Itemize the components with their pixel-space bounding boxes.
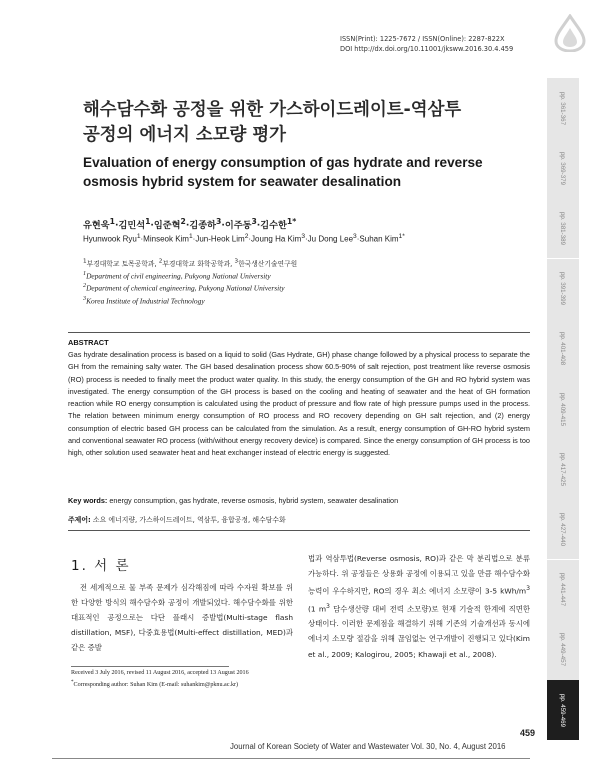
sidebar-tab-2[interactable] xyxy=(547,138,579,198)
affiliations-korean xyxy=(83,258,297,268)
footnote-sup: * xyxy=(71,679,74,685)
intro-paragraph-right xyxy=(308,551,530,662)
sidebar-tab-6[interactable] xyxy=(547,379,579,439)
author-name: ·Ju Dong Lee xyxy=(305,234,354,244)
author-sup: 1* xyxy=(398,233,405,240)
aff-text: Department of chemical engineering, Pukyong National University xyxy=(86,283,285,293)
sidebar-tab-label: pp. 409-415 xyxy=(559,392,567,426)
sidebar-tab-4[interactable] xyxy=(547,259,579,319)
keywords-korean xyxy=(68,514,530,524)
author-name: ·이주동 xyxy=(221,220,252,232)
footnote-rule xyxy=(71,666,229,667)
authors-korean xyxy=(83,217,296,231)
affiliation-2 xyxy=(83,281,285,293)
sidebar-tab-label: pp. 441-447 xyxy=(559,573,567,607)
page-range-sidebar xyxy=(547,78,579,740)
author-name: ·Joung Ha Kim xyxy=(248,234,302,244)
author-name: ·Minseok Kim xyxy=(140,234,189,244)
author-sup: 3 xyxy=(353,233,357,240)
sidebar-tab-label: pp. 361-367 xyxy=(559,91,567,125)
author-sup: 3 xyxy=(251,217,257,226)
title-english xyxy=(83,153,543,191)
title-korean-line2: 공정의 에너지 소모량 평가 xyxy=(83,125,286,145)
sidebar-tab-label: pp. 459-469 xyxy=(559,693,567,727)
author-sup: 1 xyxy=(145,217,151,226)
sidebar-tab-9[interactable] xyxy=(547,560,579,620)
aff-sup: 3 xyxy=(234,258,239,265)
title-english-line2: osmosis hybrid system for seawater desalination xyxy=(83,174,402,189)
footer-rule xyxy=(52,758,530,759)
title-korean-line1: 해수담수화 공정을 위한 가스하이드레이트-역삼투 xyxy=(83,100,462,120)
journal-info: Journal of Korean Society of Water and Wastewater Vol. 30, No. 4, August 2016 xyxy=(230,742,506,751)
keywords-label-ko: 주제어: xyxy=(68,516,91,524)
author-name: Hyunwook Ryu xyxy=(83,234,137,244)
aff-sup: 3 xyxy=(83,295,87,302)
sidebar-tab-3[interactable] xyxy=(547,198,579,258)
affiliations-english xyxy=(83,269,285,306)
author-sup: 2 xyxy=(180,217,186,226)
author-sup: 1* xyxy=(286,217,297,226)
abstract-heading: ABSTRACT xyxy=(68,338,109,347)
author-sup: 3 xyxy=(301,233,306,240)
aff-text: 부경대학교 화학공학과, xyxy=(162,260,235,268)
aff-sup: 1 xyxy=(83,271,87,277)
superscript: 3 xyxy=(326,602,330,610)
author-sup: 1 xyxy=(109,217,115,226)
author-name: ·김민석 xyxy=(114,220,146,232)
keywords-value-ko: 소요 에너지량, 가스하이드레이트, 역삼투, 융합공정, 해수담수화 xyxy=(90,516,286,524)
author-sup: 1 xyxy=(188,233,193,240)
authors-english xyxy=(83,233,405,244)
aff-sup: 1 xyxy=(83,258,87,265)
keywords-value: energy consumption, gas hydrate, reverse osmosis, hybrid system, seawater desalination xyxy=(107,496,399,505)
aff-sup: 2 xyxy=(83,283,87,290)
abstract-top-rule xyxy=(68,332,530,333)
author-name: ·임준혁 xyxy=(150,220,181,232)
author-name: ·Suhan Kim xyxy=(356,234,399,244)
author-sup: 3 xyxy=(216,217,222,226)
text-run: 법과 역삼투법(Reverse osmosis, RO)과 같은 막 분리법으로 분류가능하다. 위 공정들은 상용화 공정에 이용되고 있을 만큼 해수담수화 능력이 우수하지만, RO의 경우 최소 에너지 소모량이 3-5 kWh/m xyxy=(308,554,530,596)
author-name: ·Jun-Heok Lim xyxy=(192,234,245,244)
corresponding-text: Corresponding author: Suhan Kim (E-mail: suhankim@pknu.ac.kr) xyxy=(73,682,239,689)
keywords-label: Key words: xyxy=(68,496,108,505)
sidebar-tab-11[interactable] xyxy=(547,680,579,740)
issn-line: ISSN(Print): 1225-7672 / ISSN(Online): 2287-822X xyxy=(340,35,505,43)
corresponding-author xyxy=(71,678,249,690)
aff-text: 한국생산기술연구원 xyxy=(238,260,298,268)
author-name: ·김종하 xyxy=(185,220,216,232)
footnote xyxy=(71,669,249,690)
author-sup: 2 xyxy=(244,233,249,240)
aff-text: 부경대학교 토목공학과, xyxy=(86,260,159,268)
keywords-english xyxy=(68,496,530,505)
received-dates: Received 3 July 2016, revised 11 August 2016, accepted 13 August 2016 xyxy=(71,670,249,676)
sidebar-tab-label: pp. 449-457 xyxy=(559,633,567,667)
abstract-body: Gas hydrate desalination process is based on a liquid to solid (Gas Hydrate, GH) phase change followed by a physical process to separate the GH from the remaining salty water. The GH based desalination process show 60.5-90% of salt rejection, post treatment like reverse osmosis (RO) process is needed to finally meet the product water quality. In this study, the energy consumption of the GH and RO hybrid system was investigated. The energy consumption of the GH process is based on the cooling and heating of seawater and the heat of GH formation reaction while RO energy consumption is calculated using the product of pressure and flow rate of high pressure pumps used in the process. The relation between minimum energy consumption of RO process and RO recovery depending on GH salt rejection, and (2) energy consumption of electric based GH process can be calculated from the simulation. As a result, energy consumption of GH-RO hybrid system and conventional seawater RO process (with/without energy recovery device) is compared. Since the energy consumption of GH process is too high, other solution used seawater heat and heat exchanger instead of electric energy is suggested. xyxy=(68,350,530,457)
sidebar-tab-label: pp. 417-425 xyxy=(559,452,567,486)
author-name: ·김수한 xyxy=(256,220,287,232)
sidebar-tab-10[interactable] xyxy=(547,620,579,680)
text-run: 담수생산량 대비 전력 소모량)로 현재 기술적 한계에 직면한 상태이다. 이러한 문제점을 해결하기 위해 기존의 기술개선과 동시에 에너지 소모량 절감을 위해 끊임없는 연구개발이 진행되고 있다(Kim et al., 2009; Kalogirou, 2005; Khawaji et al., 2008). xyxy=(308,604,530,659)
aff-sup: 2 xyxy=(158,258,163,265)
sidebar-tab-5[interactable] xyxy=(547,319,579,379)
doi-line[interactable]: DOI http://dx.doi.org/10.11001/jksww.2016.30.4.459 xyxy=(340,45,514,53)
sidebar-tab-label: pp. 427-440 xyxy=(559,512,567,546)
text-run: (1 m xyxy=(308,604,327,614)
author-name: 유현욱 xyxy=(83,220,110,232)
affiliation-1 xyxy=(83,269,285,281)
issn-header xyxy=(340,34,513,54)
superscript: 3 xyxy=(526,585,530,593)
affiliation-3 xyxy=(83,294,285,306)
title-korean xyxy=(83,98,543,148)
title-english-line1: Evaluation of energy consumption of gas hydrate and reverse xyxy=(83,155,483,170)
page-number: 459 xyxy=(520,728,536,738)
aff-text: Department of civil engineering, Pukyong National University xyxy=(86,271,271,281)
sidebar-tab-label: pp. 391-399 xyxy=(559,272,567,306)
sidebar-tab-1[interactable] xyxy=(547,78,579,138)
sidebar-tab-7[interactable] xyxy=(547,439,579,499)
body-column-left xyxy=(71,580,293,655)
section-heading-introduction: 1. 서 론 xyxy=(71,558,131,574)
sidebar-tab-label: pp. 381-389 xyxy=(559,211,567,245)
sidebar-tab-label: pp. 401-408 xyxy=(559,332,567,366)
aff-text: Korea Institute of Industrial Technology xyxy=(86,296,205,306)
intro-paragraph-left: 전 세계적으로 물 부족 문제가 심각해짐에 따라 수자원 확보를 위한 다양한 방식의 해수담수화 공정이 개발되었다. 해수담수화를 위한 대표적인 공정으로는 다단 플래시 증발법(Multi-stage flash distillation, MSF), 다중효용법(Multi-effect distillation, MED)과 같은 증발 xyxy=(71,583,293,653)
sidebar-tab-label: pp. 369-379 xyxy=(559,151,567,185)
sidebar-tab-8[interactable] xyxy=(547,499,579,559)
body-column-right xyxy=(308,551,530,662)
water-drop-logo-icon xyxy=(552,14,588,52)
author-sup: 1 xyxy=(136,233,141,240)
keywords-bottom-rule xyxy=(68,530,530,531)
